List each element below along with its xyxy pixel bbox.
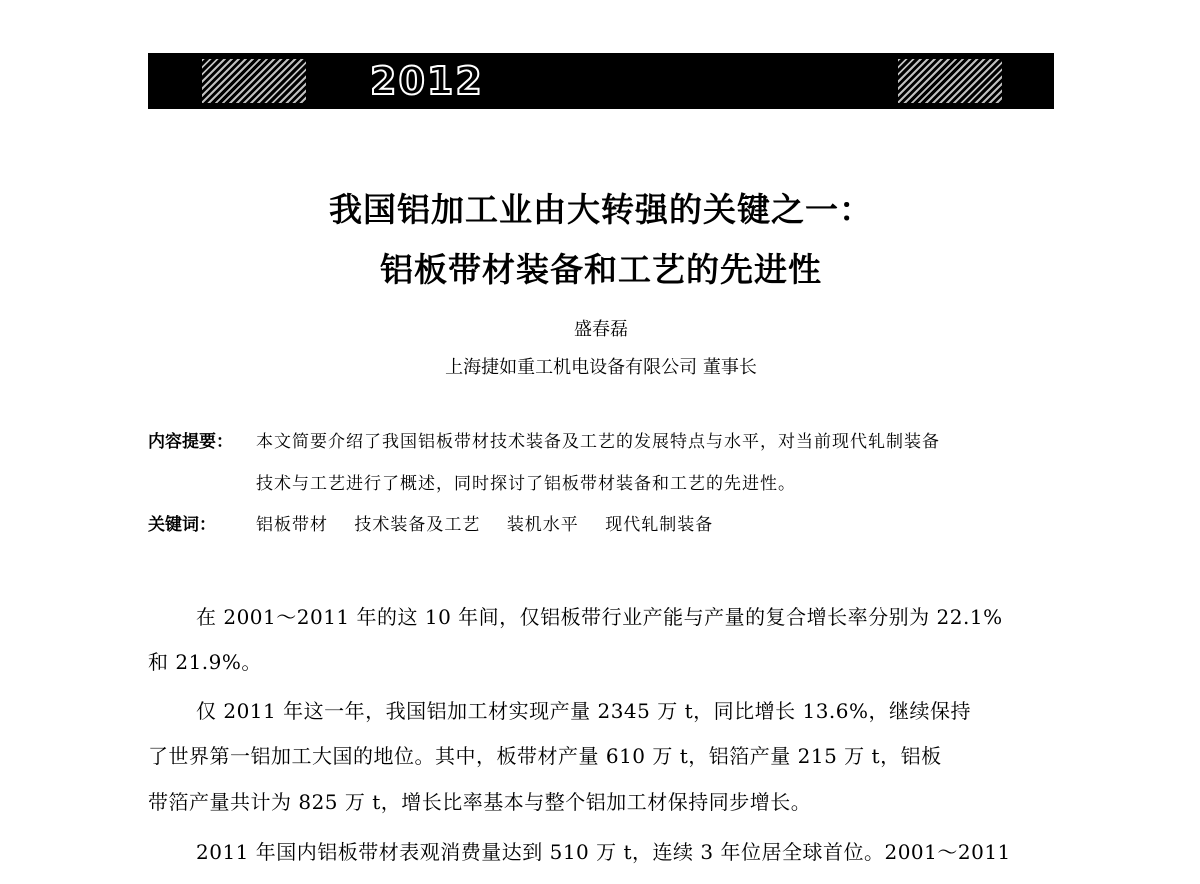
banner-year: 2012 — [370, 59, 484, 103]
keywords-label: 关键词： — [148, 515, 216, 535]
body-paragraph-1-line-1: 在 2001～2011 年的这 10 年间，仅铝板带行业产能与产量的复合增长率分别为 22.1% — [196, 605, 1003, 629]
article-title-line-2: 铝板带材装备和工艺的先进性 — [380, 250, 822, 289]
abstract-label: 内容提要： — [148, 432, 233, 452]
keyword-item: 装机水平 — [506, 515, 579, 535]
author-name: 盛春磊 — [574, 319, 628, 340]
banner-pattern-left — [202, 59, 306, 103]
article-title-line-1: 我国铝加工业由大转强的关键之一： — [329, 190, 873, 229]
body-paragraph-2-line-2: 了世界第一铝加工大国的地位。其中，板带材产量 610 万 t，铝箔产量 215 万 t，铝板 — [148, 744, 942, 768]
body-paragraph-2-line-1: 仅 2011 年这一年，我国铝加工材实现产量 2345 万 t，同比增长 13.6%，继续保持 — [196, 699, 972, 723]
abstract-line-2: 技术与工艺进行了概述，同时探讨了铝板带材装备和工艺的先进性。 — [256, 474, 796, 494]
body-paragraph-2-line-3: 带箔产量共计为 825 万 t，增长比率基本与整个铝加工材保持同步增长。 — [148, 790, 812, 814]
keywords-list — [256, 513, 733, 537]
abstract-line-1: 本文简要介绍了我国铝板带材技术装备及工艺的发展特点与水平，对当前现代轧制装备 — [256, 432, 940, 452]
body-paragraph-3-line-1: 2011 年国内铝板带材表观消费量达到 510 万 t，连续 3 年位居全球首位。2001～2011 — [196, 840, 1011, 864]
author-affiliation: 上海捷如重工机电设备有限公司 董事长 — [445, 357, 757, 378]
keyword-item: 技术装备及工艺 — [354, 515, 481, 535]
banner-pattern-right — [898, 59, 1002, 103]
keyword-item: 铝板带材 — [256, 515, 328, 535]
header-banner — [148, 53, 1054, 109]
body-paragraph-1-line-2: 和 21.9%。 — [148, 650, 262, 674]
keyword-item: 现代轧制装备 — [605, 515, 714, 535]
